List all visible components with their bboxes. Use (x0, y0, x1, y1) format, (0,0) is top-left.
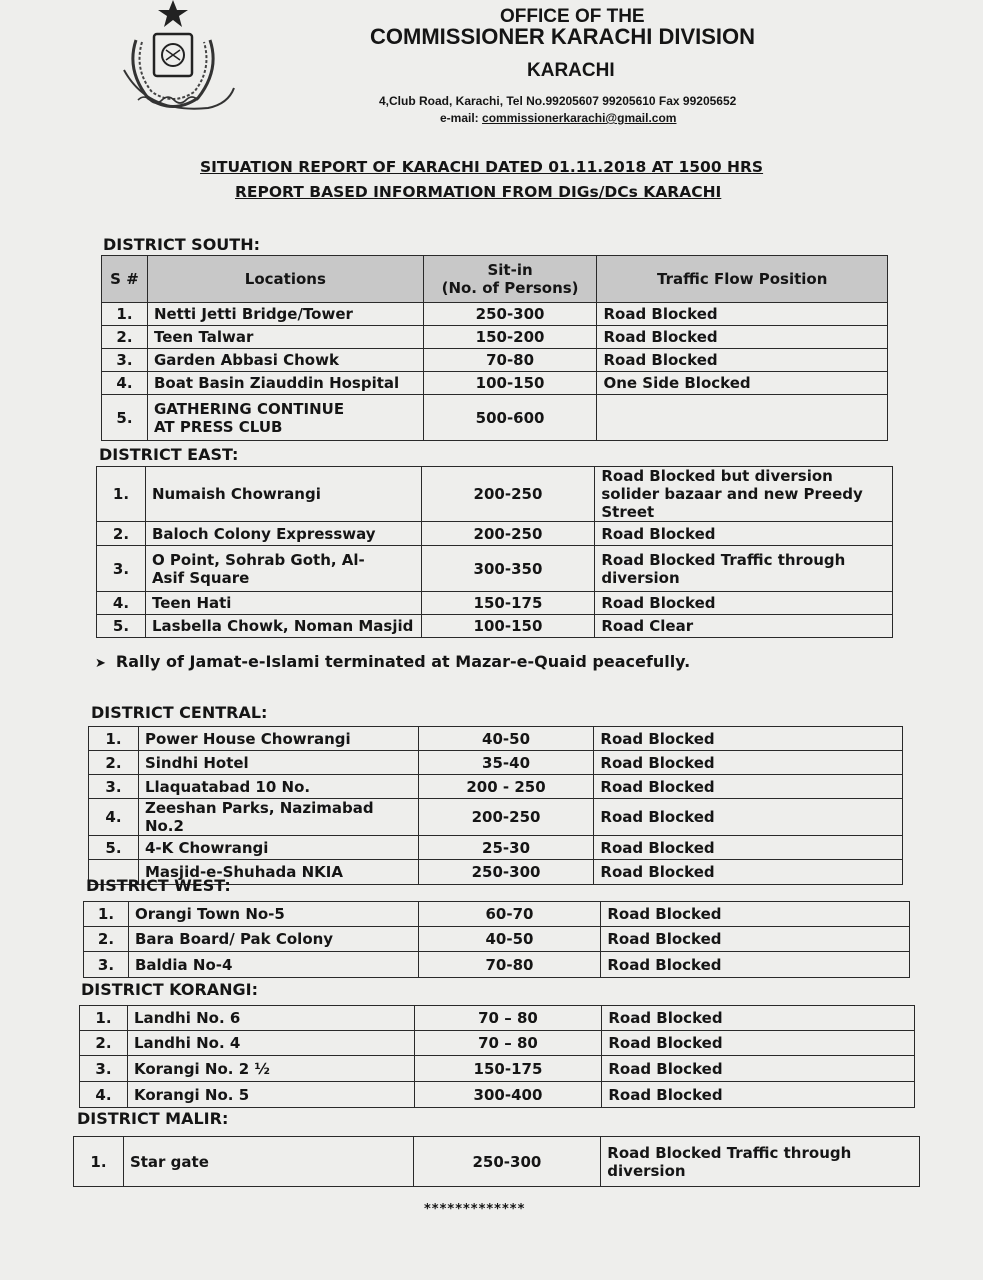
office-heading: OFFICE OF THE (500, 6, 645, 27)
table-cell: 70 – 80 (414, 1006, 602, 1031)
table-cell: 100-150 (423, 372, 597, 395)
district-central-table (88, 726, 903, 885)
table-cell: 2. (97, 522, 146, 546)
table-cell: 200-250 (418, 799, 594, 836)
table-cell: One Side Blocked (597, 372, 888, 395)
table-cell: 3. (84, 952, 129, 978)
table-row (97, 546, 893, 592)
table-cell: 1. (102, 303, 148, 326)
table-cell: 200-250 (421, 522, 595, 546)
table-row (84, 902, 910, 927)
table-cell: 150-175 (421, 592, 595, 615)
commissioner-heading: COMMISSIONER KARACHI DIVISION (370, 24, 756, 49)
table-row (89, 799, 903, 836)
table-cell: Road Blocked (595, 522, 893, 546)
table-cell: 60-70 (418, 902, 601, 927)
table-cell: Road Blocked Traffic through diversion (601, 1137, 920, 1187)
table-cell: Teen Talwar (147, 326, 423, 349)
city-heading: KARACHI (527, 60, 615, 81)
table-cell: Bara Board/ Pak Colony (128, 927, 418, 952)
district-south-heading: DISTRICT SOUTH: (103, 235, 260, 254)
table-cell: 150-175 (414, 1056, 602, 1082)
table-cell: Baloch Colony Expressway (145, 522, 421, 546)
table-row (97, 467, 893, 522)
table-cell: Boat Basin Ziauddin Hospital (147, 372, 423, 395)
table-cell: Road Blocked (601, 902, 910, 927)
district-central-heading: DISTRICT CENTRAL: (91, 703, 268, 722)
table-row (80, 1031, 915, 1056)
header-sitin: Sit-in (No. of Persons) (423, 256, 597, 303)
district-west-heading: DISTRICT WEST: (86, 876, 231, 895)
table-cell: 250-300 (423, 303, 597, 326)
table-cell: 25-30 (418, 836, 594, 860)
table-cell: 1. (80, 1006, 128, 1031)
table-cell: Garden Abbasi Chowk (147, 349, 423, 372)
table-cell: 250-300 (418, 860, 594, 885)
district-korangi-table (79, 1005, 915, 1108)
table-cell: Road Blocked (597, 303, 888, 326)
email-label: e-mail: (440, 111, 479, 125)
table-cell: 70-80 (423, 349, 597, 372)
table-cell: O Point, Sohrab Goth, Al- Asif Square (145, 546, 421, 592)
table-cell: 3. (80, 1056, 128, 1082)
table-cell: 200 - 250 (418, 775, 594, 799)
table-cell: 70-80 (418, 952, 601, 978)
district-south-table (101, 255, 888, 441)
table-cell: 1. (89, 727, 139, 751)
district-west-table (83, 901, 910, 978)
table-cell: Road Blocked (601, 952, 910, 978)
table-cell: 4. (102, 372, 148, 395)
table-cell: Llaquatabad 10 No. (138, 775, 418, 799)
table-cell: Korangi No. 2 ½ (127, 1056, 414, 1082)
office-email-line (440, 111, 676, 125)
table-row (97, 522, 893, 546)
table-row (102, 372, 888, 395)
table-cell: 2. (80, 1031, 128, 1056)
table-cell: Road Blocked (595, 592, 893, 615)
table-cell: Numaish Chowrangi (145, 467, 421, 522)
table-row (80, 1006, 915, 1031)
table-cell: Road Blocked (602, 1006, 915, 1031)
table-cell: Zeeshan Parks, Nazimabad No.2 (138, 799, 418, 836)
office-address: 4,Club Road, Karachi, Tel No.99205607 99205610 Fax 99205652 (379, 94, 737, 108)
table-cell: Road Blocked (602, 1031, 915, 1056)
table-cell: 300-350 (421, 546, 595, 592)
arrow-bullet-icon: ➤ (95, 656, 106, 671)
table-cell: 200-250 (421, 467, 595, 522)
table-cell: 3. (97, 546, 146, 592)
district-malir-heading: DISTRICT MALIR: (77, 1109, 229, 1128)
table-cell: Road Blocked (597, 326, 888, 349)
table-cell: 40-50 (418, 727, 594, 751)
table-cell: Lasbella Chowk, Noman Masjid (145, 615, 421, 638)
table-cell: 3. (89, 775, 139, 799)
table-cell (597, 395, 888, 441)
table-row (80, 1082, 915, 1108)
table-row (102, 326, 888, 349)
table-row (89, 727, 903, 751)
table-cell: Road Blocked (597, 349, 888, 372)
table-cell: 70 – 80 (414, 1031, 602, 1056)
table-cell: 5. (102, 395, 148, 441)
table-cell: Road Blocked (594, 751, 903, 775)
table-cell: 35-40 (418, 751, 594, 775)
table-cell: 4-K Chowrangi (138, 836, 418, 860)
table-cell: Star gate (123, 1137, 413, 1187)
table-cell: 5. (97, 615, 146, 638)
table-cell: 2. (102, 326, 148, 349)
table-cell: Korangi No. 5 (127, 1082, 414, 1108)
table-cell: GATHERING CONTINUE AT PRESS CLUB (147, 395, 423, 441)
table-cell: 4. (89, 799, 139, 836)
district-korangi-heading: DISTRICT KORANGI: (81, 980, 259, 999)
table-cell: Road Blocked (594, 727, 903, 751)
table-cell: 1. (84, 902, 129, 927)
table-cell: Power House Chowrangi (138, 727, 418, 751)
table-cell: Landhi No. 6 (127, 1006, 414, 1031)
district-east-table (96, 466, 893, 638)
table-cell: Netti Jetti Bridge/Tower (147, 303, 423, 326)
table-cell: Road Blocked (602, 1056, 915, 1082)
table-cell: Sindhi Hotel (138, 751, 418, 775)
table-cell: 100-150 (421, 615, 595, 638)
table-cell: Road Clear (595, 615, 893, 638)
table-cell: 1. (97, 467, 146, 522)
district-malir-table (73, 1136, 920, 1187)
table-cell: 3. (102, 349, 148, 372)
table-row (84, 952, 910, 978)
header-sno: S # (102, 256, 148, 303)
table-cell: 2. (89, 751, 139, 775)
table-row (97, 615, 893, 638)
table-cell: Orangi Town No-5 (128, 902, 418, 927)
table-row (89, 775, 903, 799)
district-east-heading: DISTRICT EAST: (99, 445, 239, 464)
footer-stars: ************* (424, 1202, 526, 1217)
table-cell: Road Blocked (594, 836, 903, 860)
table-cell: Road Blocked Traffic through diversion (595, 546, 893, 592)
table-cell: 4. (97, 592, 146, 615)
table-cell: Teen Hati (145, 592, 421, 615)
government-seal-logo (108, 0, 238, 120)
table-row (102, 395, 888, 441)
table-cell: Road Blocked (602, 1082, 915, 1108)
table-cell: 150-200 (423, 326, 597, 349)
table-row (102, 349, 888, 372)
table-cell: Road Blocked but diversion solider bazaar and new Preedy Street (595, 467, 893, 522)
table-cell: 5. (89, 836, 139, 860)
table-cell: 2. (84, 927, 129, 952)
report-subtitle: REPORT BASED INFORMATION FROM DIGs/DCs KARACHI (235, 183, 722, 201)
table-cell: Road Blocked (594, 799, 903, 836)
table-cell: Landhi No. 4 (127, 1031, 414, 1056)
email-link[interactable]: commissionerkarachi@gmail.com (482, 111, 677, 125)
table-cell: Masjid-e-Shuhada NKIA (138, 860, 418, 885)
table-row (74, 1137, 920, 1187)
table-row (80, 1056, 915, 1082)
table-cell: 4. (80, 1082, 128, 1108)
table-cell: Road Blocked (594, 775, 903, 799)
table-cell: Road Blocked (594, 860, 903, 885)
table-row (84, 927, 910, 952)
table-cell: Baldia No-4 (128, 952, 418, 978)
table-cell: Road Blocked (601, 927, 910, 952)
header-location: Locations (147, 256, 423, 303)
rally-note: ➤ Rally of Jamat-e-Islami terminated at Mazar-e-Quaid peacefully. (95, 652, 691, 671)
table-cell: 250-300 (413, 1137, 601, 1187)
header-traffic: Traffic Flow Position (597, 256, 888, 303)
table-header-row (102, 256, 888, 303)
table-row (89, 751, 903, 775)
table-cell: 40-50 (418, 927, 601, 952)
table-row (89, 836, 903, 860)
table-cell: 500-600 (423, 395, 597, 441)
report-title: SITUATION REPORT OF KARACHI DATED 01.11.2018 AT 1500 HRS (200, 158, 764, 176)
table-cell: 300-400 (414, 1082, 602, 1108)
table-row (97, 592, 893, 615)
table-cell: 1. (74, 1137, 124, 1187)
table-row (102, 303, 888, 326)
